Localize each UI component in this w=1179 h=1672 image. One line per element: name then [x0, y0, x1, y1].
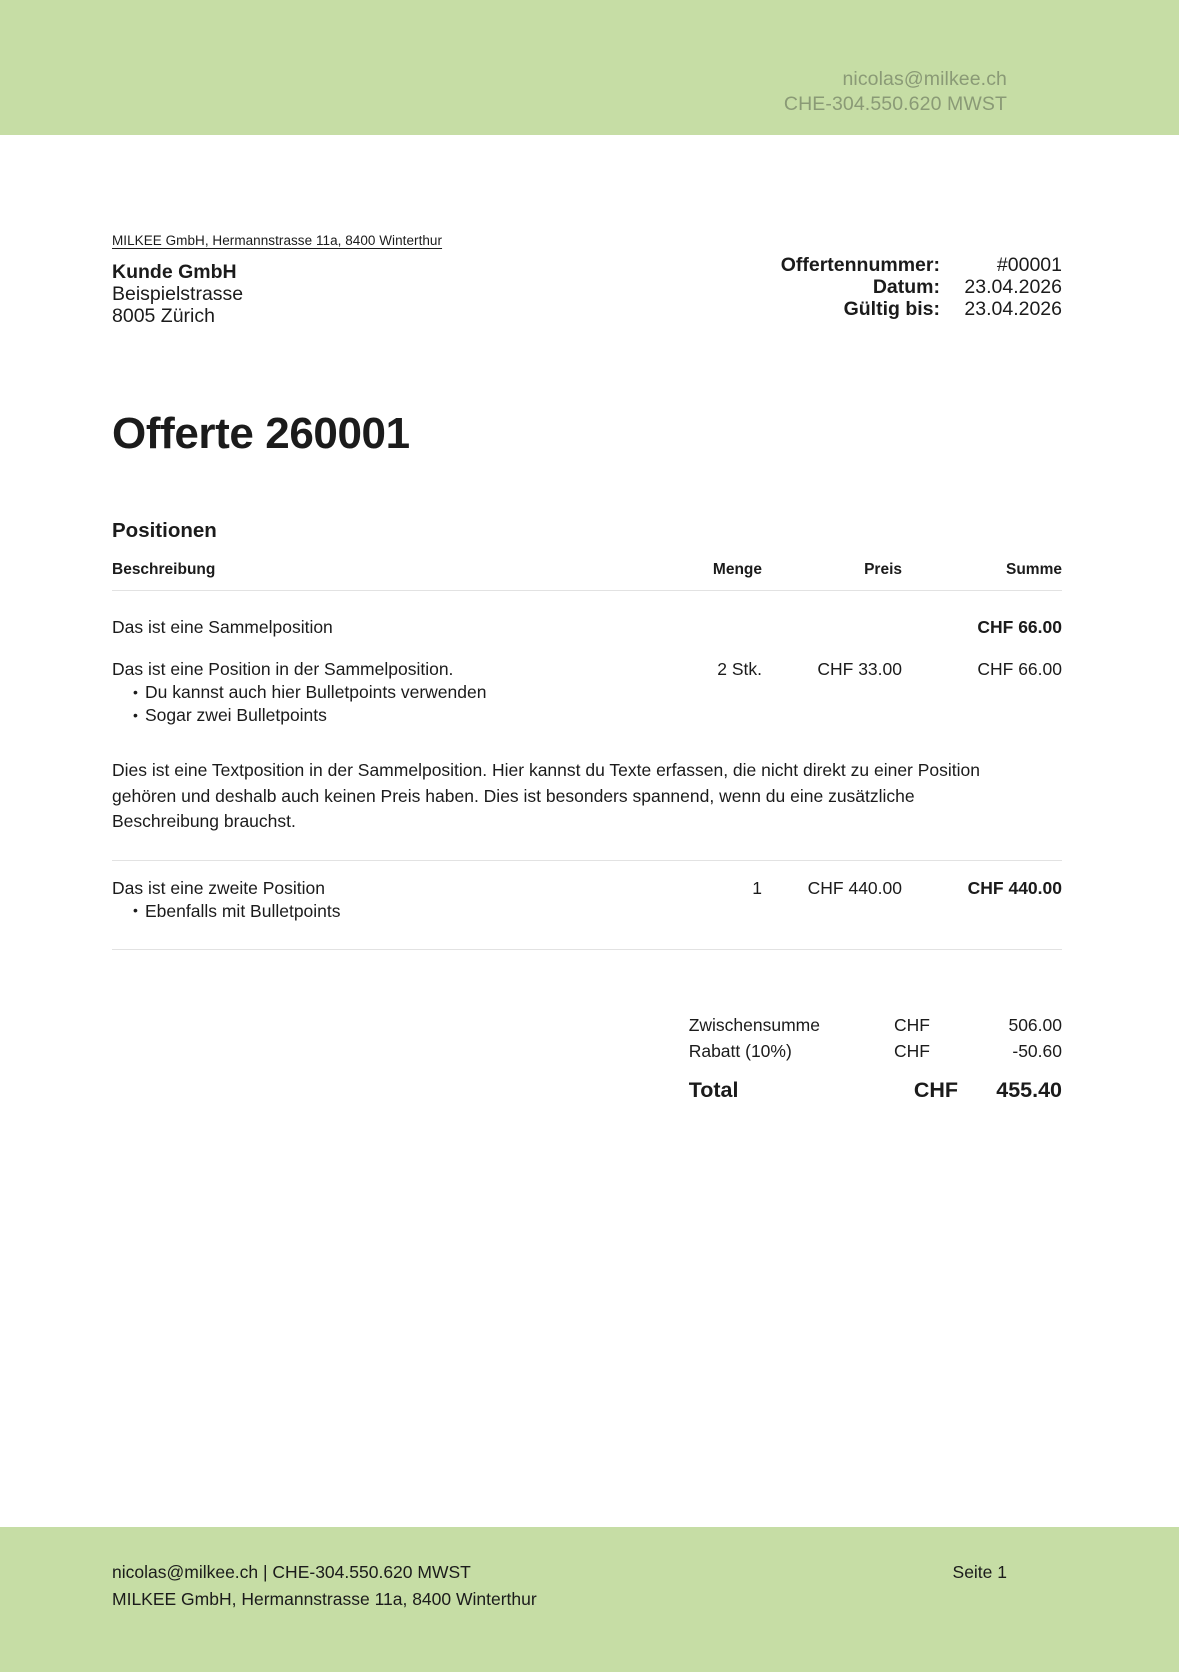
header-vat-number: CHE-304.550.620 MWST: [783, 93, 1007, 115]
table-header-row: [112, 561, 1062, 591]
footer-address-line: MILKEE GmbH, Hermannstrasse 11a, 8400 Winterthur: [112, 1589, 537, 1609]
row-price: [762, 591, 902, 640]
recipient-street: Beispielstrasse: [112, 283, 244, 305]
table-row-text-position: [112, 727, 1062, 860]
row-price: CHF 440.00: [807, 877, 902, 898]
meta-value-valid-until: 23.04.2026: [964, 298, 1062, 320]
meta-label-valid-until: Gültig bis:: [843, 298, 940, 320]
column-header-sum: Summe: [902, 561, 1062, 591]
list-item: • Sogar zwei Bulletpoints: [112, 704, 642, 727]
discount-label: Rabatt (10%): [688, 1040, 792, 1061]
document-meta-block: [632, 255, 1062, 321]
footer-contact-block: [112, 1559, 537, 1613]
totals-block: [112, 1012, 1062, 1107]
sender-address-line: MILKEE GmbH, Hermannstrasse 11a, 8400 Winterthur: [112, 233, 443, 248]
discount-currency: CHF: [894, 1040, 930, 1061]
column-header-price: Preis: [762, 561, 902, 591]
content-column: [112, 135, 1062, 1107]
row-description: Das ist eine zweite Position: [112, 877, 326, 898]
column-header-description: Beschreibung: [112, 561, 642, 591]
meta-value-date: 23.04.2026: [964, 276, 1062, 298]
address-block: [112, 135, 1062, 327]
list-item: • Du kannst auch hier Bulletpoints verwenden: [112, 681, 642, 704]
totals-table: [689, 1012, 1062, 1107]
total-value: 455.40: [996, 1077, 1062, 1102]
positions-table: [112, 561, 1062, 950]
totals-row-subtotal: [689, 1012, 1062, 1038]
footer-page-number: Seite 1: [952, 1562, 1007, 1582]
table-row-separator: [112, 949, 1062, 950]
row-bullet-list: [112, 900, 642, 923]
row-description: Das ist eine Sammelposition: [112, 617, 333, 637]
discount-value: -50.60: [1012, 1040, 1062, 1061]
table-row: [112, 861, 1062, 950]
total-label: Total: [688, 1077, 739, 1102]
row-separator-line: [112, 949, 1062, 950]
row-quantity: 1: [752, 877, 762, 898]
table-row: [112, 639, 1062, 727]
row-description-cell: [112, 639, 642, 727]
row-sum: CHF 66.00: [977, 617, 1062, 637]
header-email: nicolas@milkee.ch: [842, 68, 1007, 90]
text-position-paragraph: Dies ist eine Textposition in der Sammelposition. Hier kannst du Texte erfassen, die nicht direkt zu einer Position gehören und deshalb auch keinen Preis haben. Dies ist besonders spannend, wenn du eine zusätzliche Beschreibung brauchst.: [112, 760, 980, 831]
page-footer-band: [0, 1527, 1179, 1672]
section-title-positions: Positionen: [112, 519, 217, 542]
page-header-band: [0, 0, 1179, 135]
meta-row-offer-number: [632, 255, 1062, 277]
recipient-name: Kunde GmbH: [112, 261, 237, 283]
row-quantity: [642, 591, 762, 640]
list-item: • Ebenfalls mit Bulletpoints: [112, 900, 642, 923]
total-currency: CHF: [913, 1077, 958, 1102]
document-title: Offerte 260001: [112, 409, 410, 458]
row-bullet-list: [112, 681, 642, 727]
row-sum: CHF 66.00: [977, 659, 1062, 679]
table-row: [112, 591, 1062, 640]
meta-label-offer-number: Offertennummer:: [780, 254, 940, 276]
totals-row-discount: [689, 1038, 1062, 1064]
subtotal-currency: CHF: [894, 1014, 930, 1035]
row-description-cell: [112, 861, 642, 950]
column-header-quantity: Menge: [642, 561, 762, 591]
recipient-city: 8005 Zürich: [112, 304, 215, 327]
subtotal-label: Zwischensumme: [688, 1014, 820, 1035]
meta-value-offer-number: #00001: [996, 254, 1062, 276]
footer-contact-line: nicolas@milkee.ch | CHE-304.550.620 MWST: [112, 1562, 471, 1582]
meta-row-date: [632, 277, 1062, 299]
meta-label-date: Datum:: [872, 276, 940, 298]
totals-row-total: [689, 1064, 1062, 1107]
page-body: [0, 135, 1179, 1527]
row-quantity: 2 Stk.: [717, 659, 762, 679]
subtotal-value: 506.00: [1008, 1014, 1062, 1035]
row-description: Das ist eine Position in der Sammelposition.: [112, 659, 454, 679]
row-text-cell: [112, 727, 1062, 860]
row-sum: CHF 440.00: [967, 877, 1062, 898]
meta-row-valid-until: [632, 299, 1062, 321]
row-price: CHF 33.00: [817, 659, 902, 679]
